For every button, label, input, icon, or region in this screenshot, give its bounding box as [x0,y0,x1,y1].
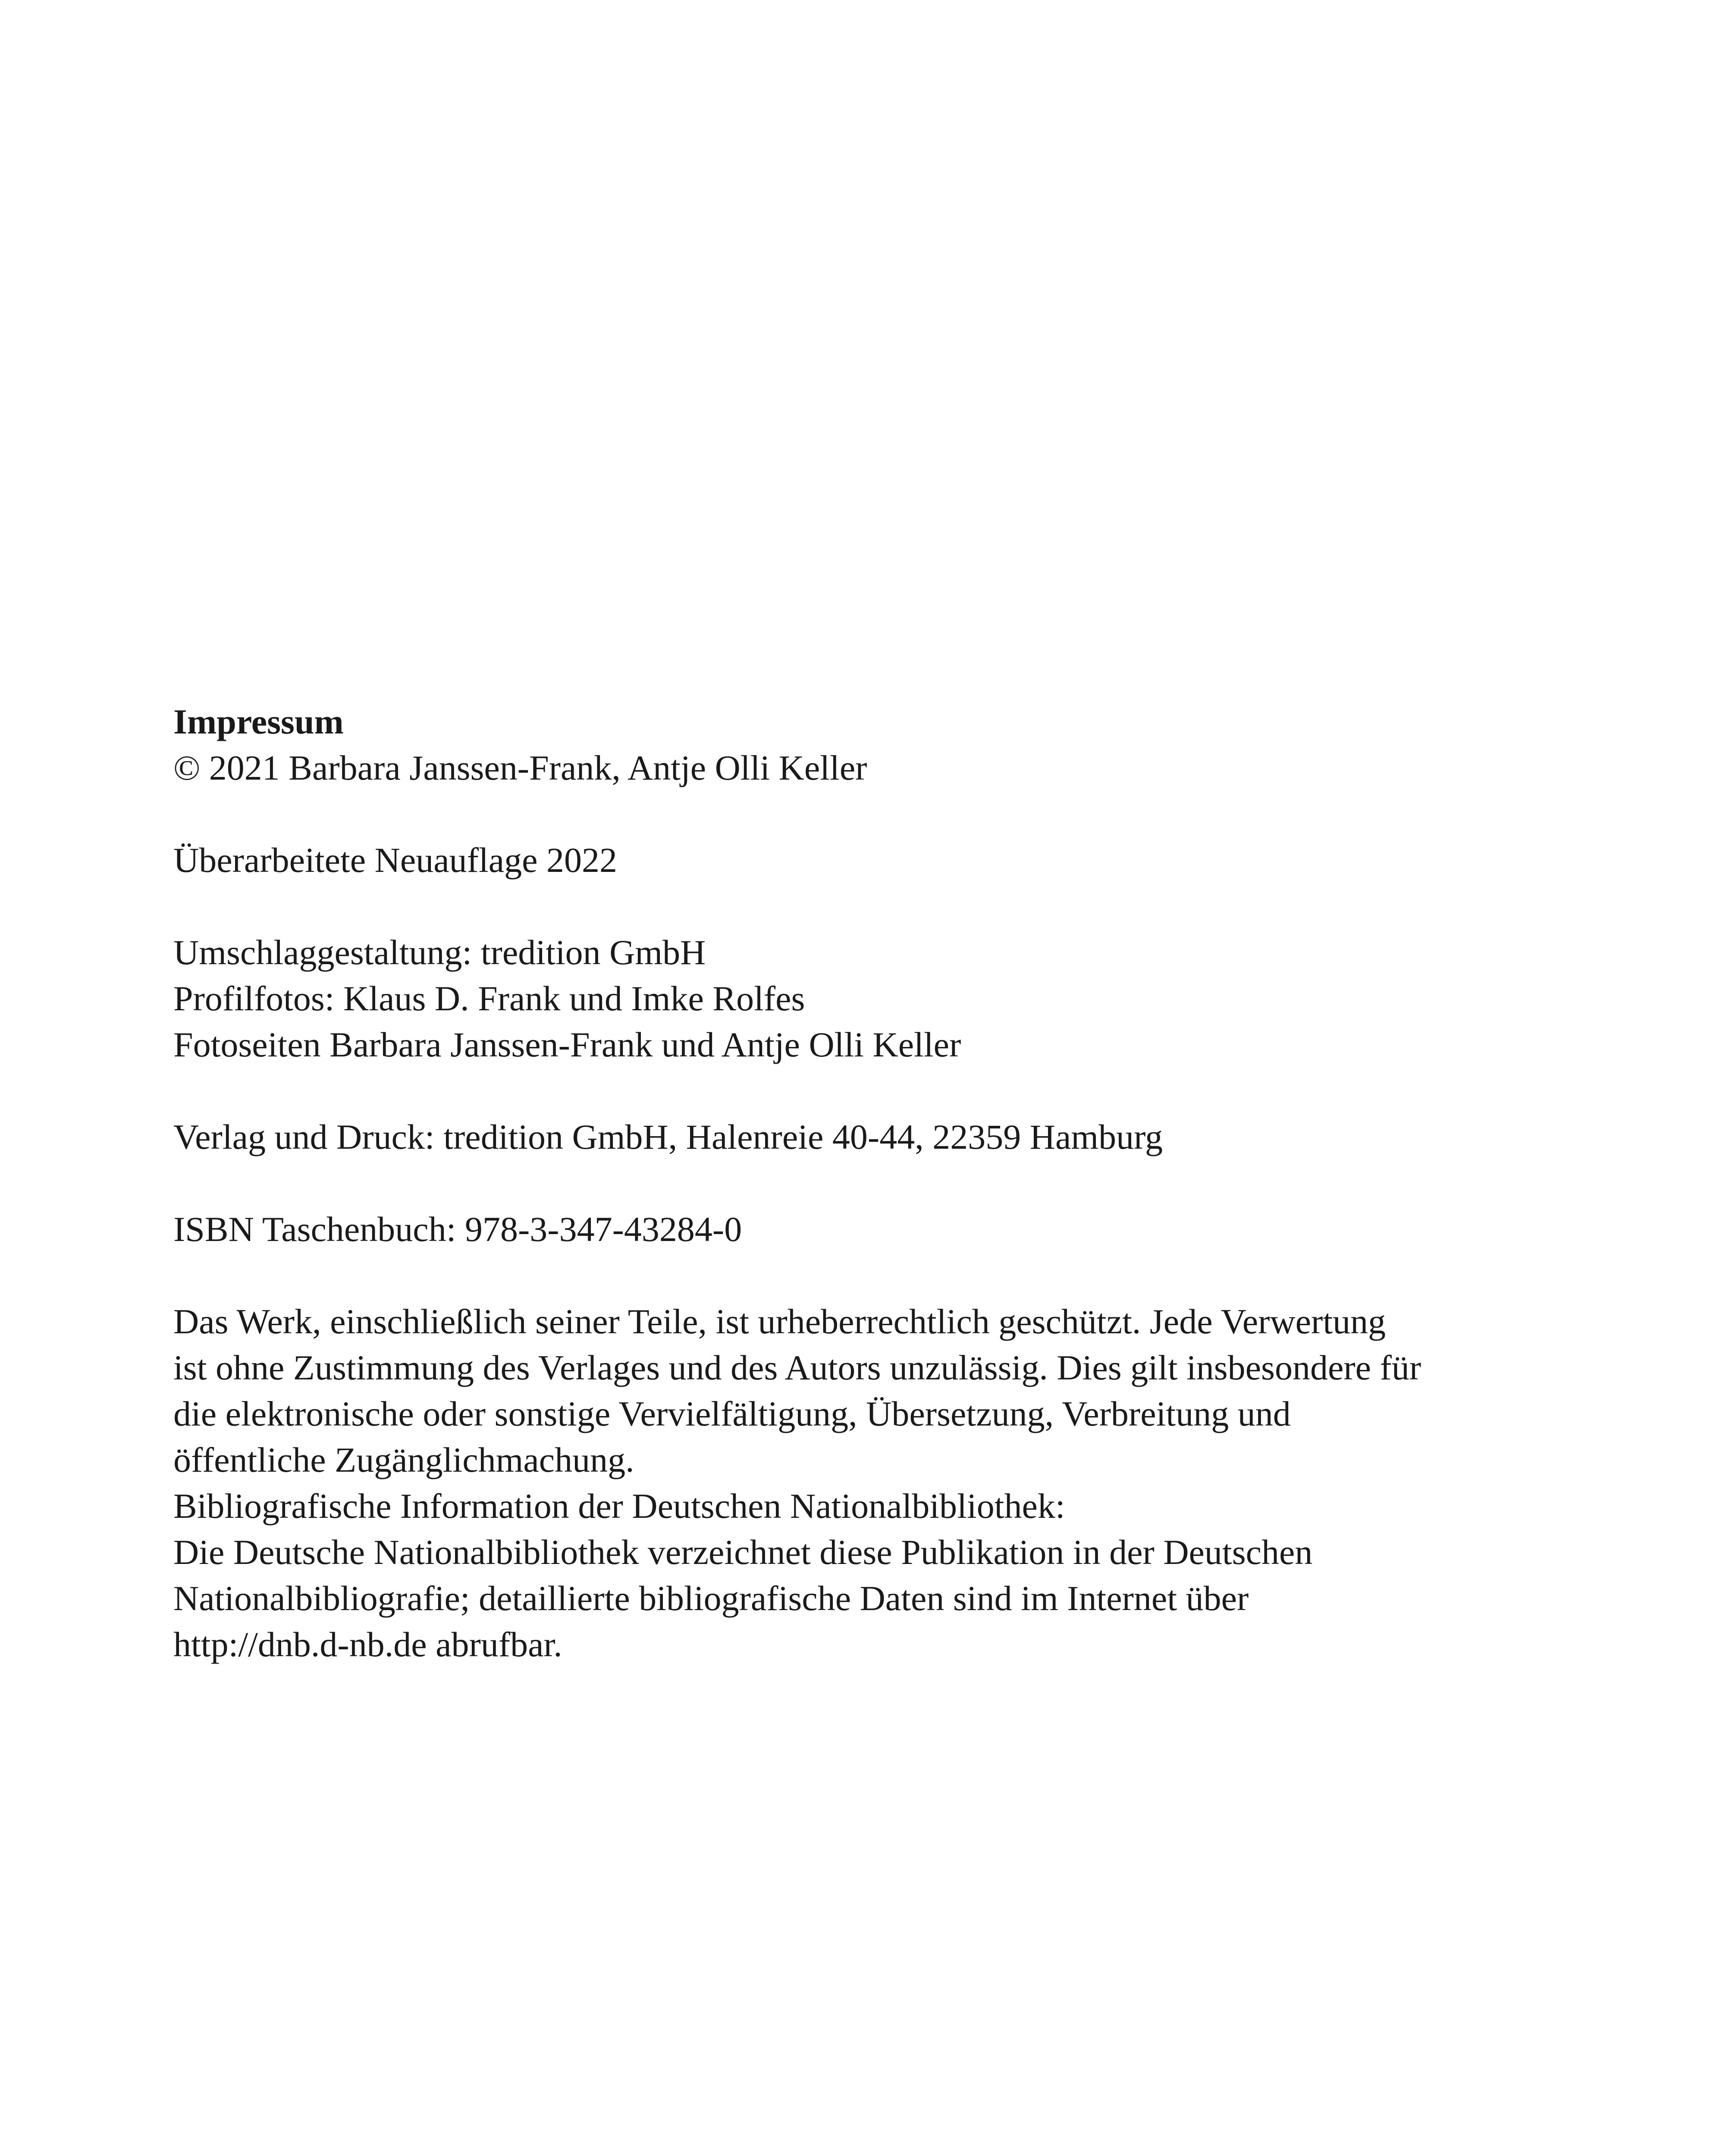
dnb-line: Die Deutsche Nationalbibliothek verzeichnet diese Publikation in der Deutschen [173,1532,1313,1572]
isbn-line: ISBN Taschenbuch: 978-3-347-43284-0 [173,1210,742,1249]
publisher-line: Verlag und Druck: tredition GmbH, Halenreie 40-44, 22359 Hamburg [173,1117,1163,1156]
legal-line: öffentliche Zugänglichmachung. [173,1440,634,1479]
legal-line: Das Werk, einschließlich seiner Teile, ist urheberrechtlich geschützt. Jede Verwertung [173,1302,1386,1341]
credits-block [173,929,1610,1068]
publisher-block [173,1114,1610,1160]
credit-profile-photos: Profilfotos: Klaus D. Frank und Imke Rolfes [173,979,805,1018]
imprint-section [173,699,1610,1667]
credit-photo-pages: Fotoseiten Barbara Janssen-Frank und Antje Olli Keller [173,1025,961,1064]
imprint-heading: Impressum [173,702,344,741]
isbn-block [173,1206,1610,1252]
copyright-line: © 2021 Barbara Janssen-Frank, Antje Olli Keller [173,748,867,787]
edition-line: Überarbeitete Neuauflage 2022 [173,840,618,880]
credit-cover-design: Umschlaggestaltung: tredition GmbH [173,933,706,972]
legal-line: ist ohne Zustimmung des Verlages und des Autors unzulässig. Dies gilt insbesondere für [173,1348,1421,1387]
edition-block [173,837,1610,883]
legal-notice [173,1298,1610,1667]
dnb-url-line: http://dnb.d-nb.de abrufbar. [173,1625,562,1664]
dnb-heading-line: Bibliografische Information der Deutschen Nationalbibliothek: [173,1486,1065,1526]
dnb-line: Nationalbibliografie; detaillierte bibliografische Daten sind im Internet über [173,1579,1249,1618]
legal-line: die elektronische oder sonstige Vervielfältigung, Übersetzung, Verbreitung und [173,1394,1291,1433]
